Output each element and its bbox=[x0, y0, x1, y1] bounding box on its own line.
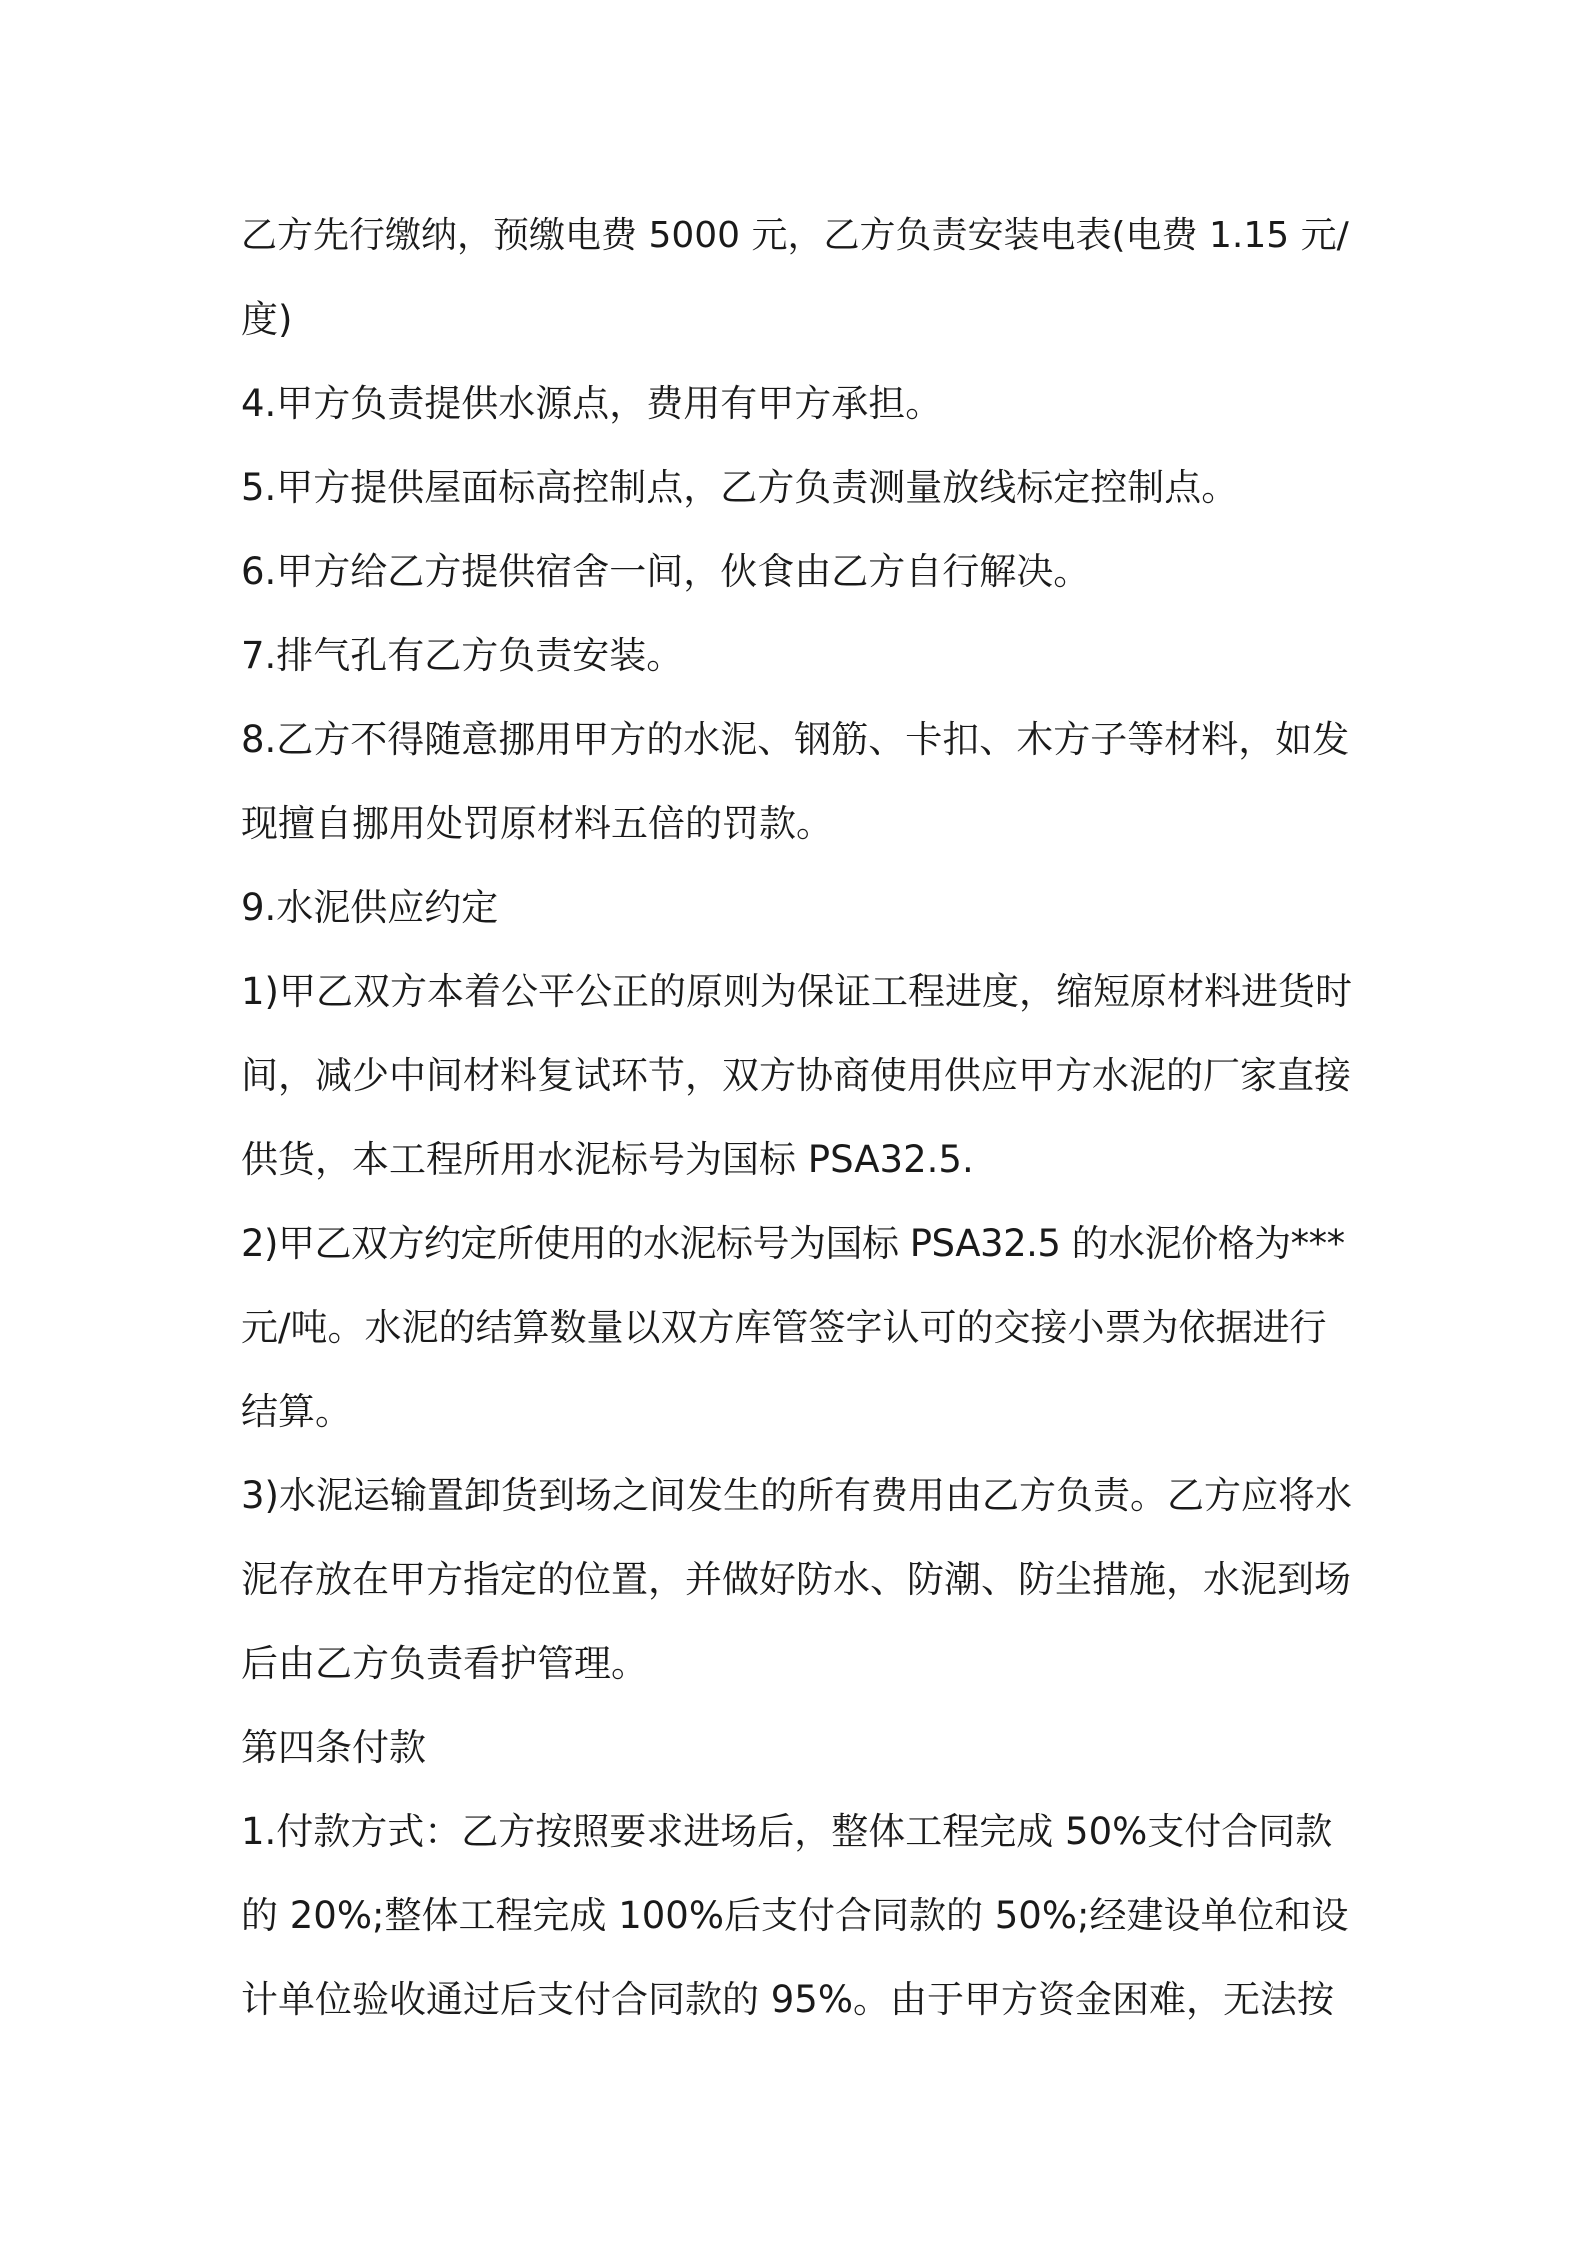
text-line: 的 20%;整体工程完成 100%后支付合同款的 50%;经建设单位和设 bbox=[241, 1894, 1349, 1937]
text-line: 2)甲乙双方约定所使用的水泥标号为国标 PSA32.5 的水泥价格为*** bbox=[241, 1222, 1345, 1265]
section-heading: 第四条付款 bbox=[241, 1726, 426, 1769]
text-line: 间，减少中间材料复试环节，双方协商使用供应甲方水泥的厂家直接 bbox=[241, 1054, 1351, 1097]
text-line: 计单位验收通过后支付合同款的 95%。由于甲方资金困难，无法按 bbox=[241, 1978, 1334, 2021]
text-line: 8.乙方不得随意挪用甲方的水泥、钢筋、卡扣、木方子等材料，如发 bbox=[241, 718, 1350, 761]
text-line: 结算。 bbox=[241, 1390, 352, 1433]
text-line: 后由乙方负责看护管理。 bbox=[241, 1642, 648, 1685]
text-line: 5.甲方提供屋面标高控制点，乙方负责测量放线标定控制点。 bbox=[241, 466, 1239, 509]
text-line: 1)甲乙双方本着公平公正的原则为保证工程进度，缩短原材料进货时 bbox=[241, 970, 1352, 1013]
text-line: 1.付款方式：乙方按照要求进场后，整体工程完成 50%支付合同款 bbox=[241, 1810, 1333, 1853]
text-line: 6.甲方给乙方提供宿舍一间，伙食由乙方自行解决。 bbox=[241, 550, 1091, 593]
text-line: 元/吨。水泥的结算数量以双方库管签字认可的交接小票为依据进行 bbox=[241, 1306, 1327, 1349]
text-line: 9.水泥供应约定 bbox=[241, 886, 499, 929]
document-body bbox=[241, 194, 1361, 2042]
text-line: 3)水泥运输置卸货到场之间发生的所有费用由乙方负责。乙方应将水 bbox=[241, 1474, 1352, 1517]
text-line: 4.甲方负责提供水源点，费用有甲方承担。 bbox=[241, 382, 943, 425]
text-line: 现擅自挪用处罚原材料五倍的罚款。 bbox=[241, 802, 833, 845]
text-line: 7.排气孔有乙方负责安装。 bbox=[241, 634, 684, 677]
text-line: 供货，本工程所用水泥标号为国标 PSA32.5. bbox=[241, 1138, 974, 1181]
text-line: 度) bbox=[241, 298, 293, 341]
text-line: 泥存放在甲方指定的位置，并做好防水、防潮、防尘措施，水泥到场 bbox=[241, 1558, 1351, 1601]
text-line: 乙方先行缴纳，预缴电费 5000 元，乙方负责安装电表(电费 1.15 元/ bbox=[241, 215, 1349, 256]
